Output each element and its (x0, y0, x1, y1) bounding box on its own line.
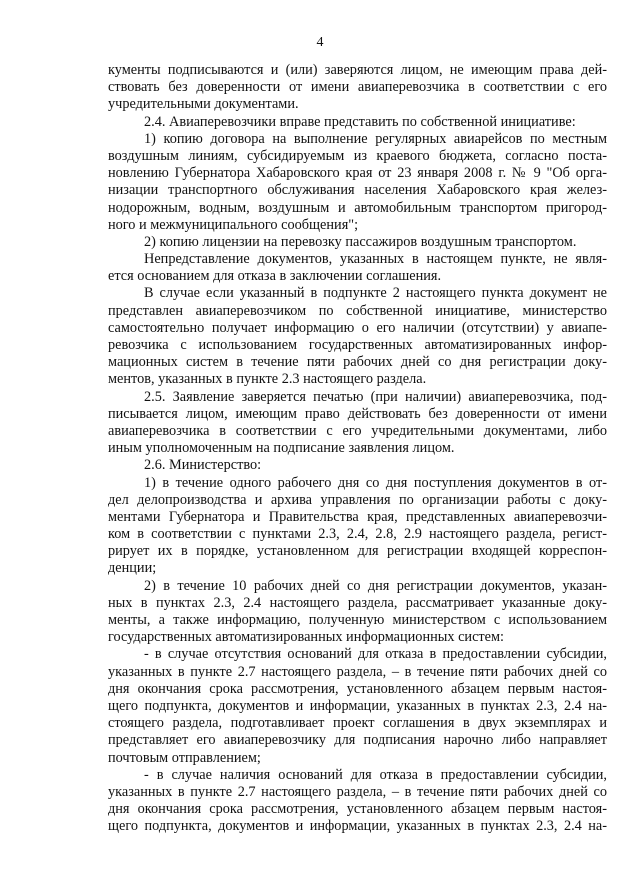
text-line: почтовым отправлением; (108, 749, 261, 766)
text-line: низации транспортного обслуживания населения Хабаровского края желез- (108, 182, 607, 199)
text-line: ком в соответствии с пунктами 2.3, 2.4, 2.8, 2.9 настоящего раздела, регист- (108, 526, 607, 543)
text-line: ментов, указанных в пункте 2.3 настоящего раздела. (108, 371, 427, 388)
text-line: Непредставление документов, указанных в настоящем пункте, не явля- (144, 251, 607, 268)
text-line: учредительными документами. (108, 96, 299, 113)
text-line: указанных в пункте 2.7 настоящего раздела, – в течение пяти рабочих дней со (108, 663, 607, 680)
text-line: - в случае наличия оснований для отказа в предоставлении субсидии, (144, 766, 607, 783)
text-line: дел делопроизводства и архива управления по организации работы с доку- (108, 491, 607, 508)
text-line: мационных систем в течение пяти рабочих дней со дня регистрации доку- (108, 354, 607, 371)
text-line: воздушным линиям, субсидируемым из краевого бюджета, согласно поста- (108, 147, 607, 164)
text-line: дня окончания срока рассмотрения, установленного абзацем первым настоя- (108, 680, 607, 697)
text-line: государственных автоматизированных информационных систем: (108, 629, 505, 646)
text-line: щего подпункта, документов и информации, указанных в пунктах 2.3, 2.4 на- (108, 697, 607, 714)
text-line: кументы подписываются и (или) заверяются лицом, не имеющим права дей- (108, 62, 607, 78)
page-number: 4 (316, 35, 324, 50)
text-line: 1) копию договора на выполнение регулярных авиарейсов по местным (144, 130, 607, 147)
text-line: менты, а также информацию, полученную министерством с использованием (108, 612, 607, 628)
text-line: представляет его авиаперевозчику для подписания нарочно либо направляет (108, 732, 607, 749)
text-line: иным уполномоченным на подписание заявления лицом. (108, 440, 455, 457)
text-line: ментами Губернатора и Правительства края, представленных авиаперевозчи- (108, 508, 607, 525)
text-line: В случае если указанный в подпункте 2 настоящего пункта документ не (144, 285, 607, 302)
text-line: нодорожным, водным, воздушным и автомобильным транспортом пригород- (108, 199, 607, 216)
text-line: 2.6. Министерство: (144, 457, 262, 474)
document-body-text (108, 62, 607, 835)
text-line: стоящего раздела, подготавливает проект соглашения в двух экземплярах и (108, 715, 607, 732)
text-line: рирует их в порядке, установленном для регистрации входящей корреспон- (108, 543, 607, 560)
text-line: - в случае отсутствия оснований для отказа в предоставлении субсидии, (144, 646, 607, 663)
text-line: представлен авиаперевозчиком по собственной инициативе, министерство (108, 302, 607, 319)
text-line: дня окончания срока рассмотрения, установленного абзацем первым настоя- (108, 801, 607, 818)
text-line: самостоятельно получает информацию о его наличии (отсутствии) у авиапе- (108, 319, 607, 336)
text-line: указанных в пункте 2.7 настоящего раздела, – в течение пяти рабочих дней со (108, 783, 607, 800)
text-line: ется основанием для отказа в заключении соглашения. (108, 268, 442, 285)
text-line: ных в пунктах 2.3, 2.4 настоящего раздела, рассматривает указанные доку- (108, 594, 607, 611)
text-line: новлению Губернатора Хабаровского края от 23 января 2008 г. № 9 "Об орга- (108, 165, 607, 182)
text-line: ствовать без доверенности от имени авиаперевозчика в соответствии с его (108, 79, 607, 96)
text-line: ревозчика с использованием государственных автоматизированных инфор- (108, 337, 607, 353)
text-line: 2.4. Авиаперевозчики вправе представить по собственной инициативе: (144, 113, 576, 130)
text-line: щего подпункта, документов и информации, указанных в пунктах 2.3, 2.4 на- (108, 818, 607, 835)
text-line: 1) в течение одного рабочего дня со дня поступления документов в от- (144, 474, 607, 491)
text-line: писывается лицом, имеющим право действовать без доверенности от имени (108, 405, 607, 422)
text-line: 2) в течение 10 рабочих дней со дня регистрации документов, указан- (144, 577, 607, 594)
text-line: ного и межмуниципального сообщения"; (108, 216, 359, 233)
text-line: 2.5. Заявление заверяется печатью (при наличии) авиаперевозчика, под- (144, 388, 607, 405)
text-line: 2) копию лицензии на перевозку пассажиров воздушным транспортом. (144, 233, 577, 250)
text-line: денции; (108, 560, 157, 577)
text-line: авиаперевозчика в соответствии с его учредительными документами, либо (108, 422, 607, 439)
